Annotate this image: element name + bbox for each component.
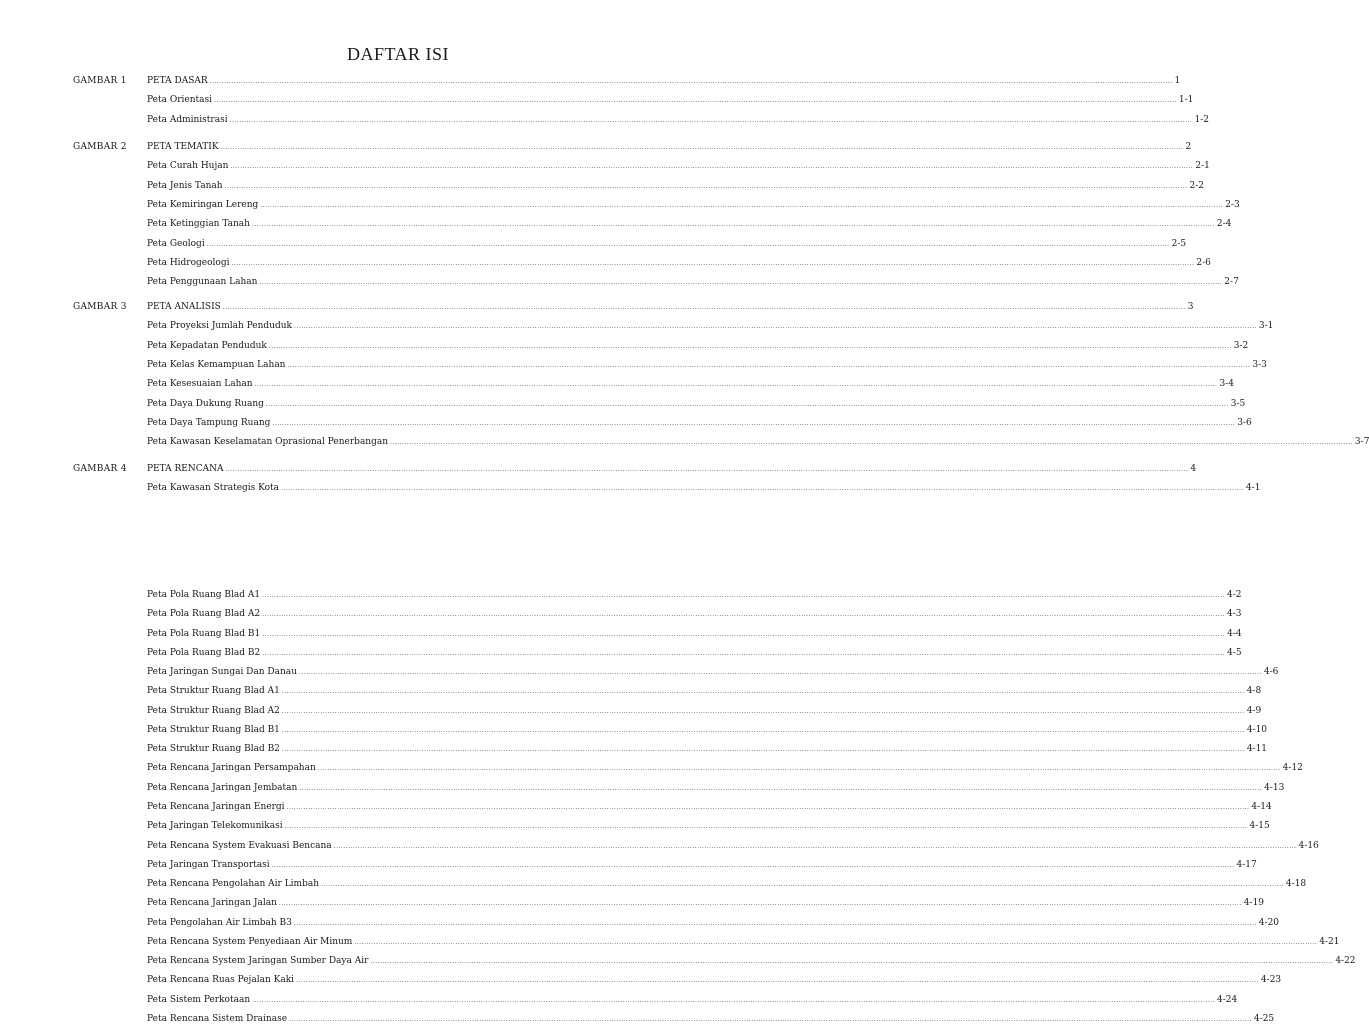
toc-entry (147, 973, 1282, 988)
entry-label: Peta Pola Ruang Blad B2 (147, 648, 261, 658)
toc-entry (147, 858, 1257, 873)
toc-item[interactable] (0, 339, 1249, 353)
toc-entry (147, 358, 1267, 373)
dot-leader: ................................................................................................................................................................................................................................................................................................................................................................................................................ (220, 144, 1184, 151)
page-number: 4-18 (1285, 879, 1307, 889)
figure-code: GAMBAR 4 (73, 464, 127, 474)
dot-leader: ................................................................................................................................................................................................................................................................................................................................................................................................................ (206, 240, 1170, 248)
dot-leader: ................................................................................................................................................................................................................................................................................................................................................................................................................ (299, 785, 1263, 792)
toc-item[interactable] (0, 256, 1211, 270)
toc-entry (147, 646, 1242, 661)
page-number: 3-2 (1233, 340, 1249, 351)
page-number: 4-3 (1227, 609, 1242, 619)
toc-item[interactable] (0, 607, 1242, 621)
entry-label: PETA RENCANA (147, 464, 224, 474)
toc-entry (147, 665, 1279, 680)
entry-label: Peta Administrasi (147, 114, 228, 125)
toc-entry (147, 377, 1234, 392)
toc-entry (147, 954, 1356, 969)
page-number: 2-7 (1224, 277, 1239, 288)
entry-label: Peta Rencana Jaringan Energi (147, 802, 285, 812)
entry-label: PETA TEMATIK (147, 142, 219, 152)
toc-item[interactable] (0, 416, 1252, 430)
dot-leader: ................................................................................................................................................................................................................................................................................................................................................................................................................ (296, 977, 1259, 984)
toc-item[interactable] (0, 858, 1257, 872)
page-number: 4-8 (1246, 686, 1262, 696)
page-number: 4-24 (1217, 995, 1238, 1005)
page-number: 4-17 (1236, 860, 1257, 870)
dot-leader: ................................................................................................................................................................................................................................................................................................................................................................................................................ (317, 765, 1281, 772)
dot-leader: ................................................................................................................................................................................................................................................................................................................................................................................................................ (260, 201, 1224, 209)
toc-item[interactable] (0, 435, 1369, 449)
toc-entry (147, 339, 1249, 354)
toc-item[interactable] (0, 627, 1242, 641)
dot-leader: ................................................................................................................................................................................................................................................................................................................................................................................................................ (262, 592, 1225, 599)
section-heading[interactable] (0, 462, 1197, 476)
page-number: 3-4 (1219, 379, 1234, 390)
toc-item[interactable] (0, 839, 1319, 853)
toc-entry (147, 723, 1268, 738)
dot-leader: ................................................................................................................................................................................................................................................................................................................................................................................................................ (321, 881, 1284, 888)
dot-leader: ................................................................................................................................................................................................................................................................................................................................................................................................................ (271, 862, 1235, 869)
page-number: 4 (1190, 464, 1197, 474)
toc-entry (147, 761, 1303, 776)
dot-leader: ................................................................................................................................................................................................................................................................................................................................................................................................................ (281, 727, 1245, 734)
figure-code: GAMBAR 1 (73, 76, 127, 86)
toc-entry (147, 839, 1319, 854)
entry-label: Peta Pengolahan Air Limbah B3 (147, 918, 292, 928)
page-number: 3-6 (1237, 417, 1252, 428)
dot-leader: ................................................................................................................................................................................................................................................................................................................................................................................................................ (252, 997, 1216, 1004)
page-number: 4-23 (1260, 975, 1282, 985)
toc-entry (147, 256, 1211, 271)
toc-item[interactable] (0, 237, 1187, 251)
entry-label: Peta Pola Ruang Blad B1 (147, 629, 261, 639)
page-number: 4-14 (1251, 802, 1272, 812)
toc-entry (147, 800, 1272, 815)
toc-entry (147, 684, 1262, 699)
page-number: 4-16 (1298, 841, 1319, 851)
entry-label: Peta Rencana Sistem Drainase (147, 1014, 288, 1024)
dot-leader: ................................................................................................................................................................................................................................................................................................................................................................................................................ (294, 323, 1257, 331)
toc-entry (147, 237, 1187, 252)
toc-entry (147, 300, 1194, 315)
entry-label: Peta Rencana System Jaringan Sumber Daya Air (147, 956, 369, 966)
dot-leader: ................................................................................................................................................................................................................................................................................................................................................................................................................ (281, 688, 1245, 695)
dot-leader: ................................................................................................................................................................................................................................................................................................................................................................................................................ (224, 182, 1188, 190)
entry-label: Peta Pola Ruang Blad A1 (147, 590, 261, 600)
page-number: 4-2 (1227, 590, 1242, 600)
toc-item[interactable] (0, 819, 1270, 833)
entry-label: Peta Kawasan Strategis Kota (147, 483, 280, 494)
entry-label: Peta Jaringan Telekomunikasi (147, 821, 283, 831)
dot-leader: ................................................................................................................................................................................................................................................................................................................................................................................................................ (222, 304, 1186, 311)
entry-label: Peta Kepadatan Penduduk (147, 340, 267, 351)
toc-entry (147, 397, 1246, 412)
toc-item[interactable] (0, 665, 1279, 679)
entry-label: Peta Kawasan Keselamatan Oprasional Penerbangan (147, 437, 389, 448)
page-number: 4-12 (1282, 763, 1303, 773)
entry-label: Peta Jaringan Sungai Dan Danau (147, 667, 297, 677)
toc-entry (147, 588, 1242, 603)
entry-label: Peta Rencana Jaringan Jalan (147, 898, 277, 908)
toc-item[interactable] (0, 761, 1303, 775)
entry-label: Peta Rencana Ruas Pejalan Kaki (147, 975, 295, 985)
page-number: 2-5 (1171, 238, 1187, 249)
dot-leader: ................................................................................................................................................................................................................................................................................................................................................................................................................ (231, 259, 1195, 267)
toc-item[interactable] (0, 916, 1280, 930)
dot-leader: ................................................................................................................................................................................................................................................................................................................................................................................................................ (287, 361, 1251, 369)
toc-item[interactable] (0, 896, 1265, 910)
entry-label: Peta Jenis Tanah (147, 180, 223, 191)
dot-leader: ................................................................................................................................................................................................................................................................................................................................................................................................................ (265, 400, 1229, 408)
toc-entry (147, 607, 1242, 622)
entry-label: PETA ANALISIS (147, 302, 221, 312)
toc-entry (147, 819, 1270, 834)
dot-leader: ................................................................................................................................................................................................................................................................................................................................................................................................................ (298, 669, 1262, 676)
page-title: DAFTAR ISI (346, 44, 450, 64)
toc-entry (147, 742, 1268, 757)
toc-item[interactable] (0, 723, 1268, 737)
toc-entry (147, 275, 1239, 290)
page-number: 2 (1185, 142, 1192, 152)
dot-leader: ................................................................................................................................................................................................................................................................................................................................................................................................................ (281, 746, 1245, 753)
entry-label: Peta Rencana System Penyediaan Air Minum (147, 937, 353, 947)
toc-entry (147, 877, 1307, 892)
toc-item[interactable] (0, 198, 1240, 212)
page-number: 4-15 (1249, 821, 1270, 831)
page-number: 2-1 (1195, 161, 1210, 172)
toc-entry (147, 416, 1252, 431)
entry-label: Peta Curah Hujan (147, 161, 229, 172)
entry-label: Peta Kemiringan Lereng (147, 199, 259, 210)
toc-entry (147, 781, 1285, 796)
toc-entry (147, 319, 1274, 334)
dot-leader: ................................................................................................................................................................................................................................................................................................................................................................................................................ (209, 78, 1173, 85)
dot-leader: ................................................................................................................................................................................................................................................................................................................................................................................................................ (230, 163, 1194, 171)
toc-item[interactable] (0, 954, 1356, 968)
page-number: 3-5 (1230, 398, 1246, 409)
entry-label: Peta Daya Tampung Ruang (147, 417, 271, 428)
toc-entry (147, 916, 1280, 931)
page-number: 4-13 (1264, 783, 1285, 793)
page-number: 4-9 (1246, 706, 1262, 716)
toc-item[interactable] (0, 397, 1246, 411)
entry-label: Peta Rencana Jaringan Persampahan (147, 763, 316, 773)
toc-item[interactable] (0, 588, 1242, 602)
page-number: 1 (1174, 76, 1181, 86)
page-number: 2-6 (1196, 257, 1211, 268)
toc-item[interactable] (0, 742, 1268, 756)
section-heading[interactable] (0, 140, 1192, 154)
section-heading[interactable] (0, 74, 1181, 88)
toc-item[interactable] (0, 377, 1234, 391)
toc-entry (147, 140, 1192, 155)
page-number: 4-4 (1227, 629, 1242, 639)
entry-label: Peta Struktur Ruang Blad A2 (147, 706, 280, 716)
entry-label: Peta Orientasi (147, 95, 212, 106)
entry-label: Peta Struktur Ruang Blad B2 (147, 744, 280, 754)
dot-leader: ................................................................................................................................................................................................................................................................................................................................................................................................................ (213, 97, 1177, 105)
entry-label: Peta Jaringan Transportasi (147, 860, 270, 870)
dot-leader: ................................................................................................................................................................................................................................................................................................................................................................................................................ (272, 419, 1236, 427)
page-number: 4-11 (1246, 744, 1268, 754)
dot-leader: ................................................................................................................................................................................................................................................................................................................................................................................................................ (289, 1016, 1252, 1023)
page-number: 4-20 (1258, 918, 1280, 928)
page-number: 4-21 (1319, 937, 1340, 947)
entry-label: Peta Struktur Ruang Blad B1 (147, 725, 280, 735)
dot-leader: ................................................................................................................................................................................................................................................................................................................................................................................................................ (262, 611, 1225, 618)
page-number: 4-22 (1335, 956, 1356, 966)
dot-leader: ................................................................................................................................................................................................................................................................................................................................................................................................................ (278, 900, 1242, 907)
entry-label: Peta Rencana Pengolahan Air Limbah (147, 879, 320, 889)
toc-entry (147, 627, 1242, 642)
figure-code: GAMBAR 2 (73, 142, 127, 152)
toc-entry (147, 462, 1197, 477)
dot-leader: ................................................................................................................................................................................................................................................................................................................................................................................................................ (229, 116, 1193, 124)
section-heading[interactable] (0, 300, 1194, 314)
entry-label: Peta Struktur Ruang Blad A1 (147, 686, 280, 696)
entry-label: Peta Geologi (147, 238, 205, 249)
toc-entry (147, 179, 1204, 194)
toc-item[interactable] (0, 93, 1194, 107)
toc-entry (147, 704, 1262, 719)
dot-leader: ................................................................................................................................................................................................................................................................................................................................................................................................................ (281, 708, 1245, 715)
toc-item[interactable] (0, 358, 1267, 372)
entry-label: Peta Rencana System Evakuasi Bencana (147, 841, 332, 851)
toc-entry (147, 1012, 1275, 1027)
page-number: 3 (1187, 302, 1194, 312)
dot-leader: ................................................................................................................................................................................................................................................................................................................................................................................................................ (259, 279, 1223, 287)
page-number: 3-7 (1354, 437, 1369, 448)
dot-leader: ................................................................................................................................................................................................................................................................................................................................................................................................................ (262, 650, 1226, 657)
page-number: 1-1 (1178, 95, 1194, 106)
toc-entry (147, 935, 1340, 950)
figure-code: GAMBAR 3 (73, 302, 127, 312)
page-number: 3-1 (1258, 321, 1274, 332)
toc-item[interactable] (0, 481, 1261, 495)
entry-label: Peta Sistem Perkotaan (147, 995, 251, 1005)
toc-entry (147, 74, 1181, 89)
toc-entry (147, 896, 1265, 911)
toc-item[interactable] (0, 275, 1239, 289)
toc-item[interactable] (0, 704, 1262, 718)
toc-item[interactable] (0, 935, 1340, 949)
entry-label: Peta Proyeksi Jumlah Penduduk (147, 321, 293, 332)
entry-label: Peta Penggunaan Lahan (147, 277, 258, 288)
toc-entry (147, 159, 1210, 174)
page-number: 4-19 (1243, 898, 1265, 908)
toc-item[interactable] (0, 1012, 1275, 1026)
toc-entry (147, 481, 1261, 496)
toc-item[interactable] (0, 646, 1242, 660)
dot-leader: ................................................................................................................................................................................................................................................................................................................................................................................................................ (354, 939, 1318, 946)
page-number: 4-25 (1253, 1014, 1275, 1024)
page-number: 2-3 (1225, 199, 1240, 210)
dot-leader: ................................................................................................................................................................................................................................................................................................................................................................................................................ (286, 804, 1250, 811)
entry-label: Peta Pola Ruang Blad A2 (147, 609, 261, 619)
dot-leader: ................................................................................................................................................................................................................................................................................................................................................................................................................ (251, 221, 1215, 229)
page-number: 4-10 (1246, 725, 1268, 735)
toc-entry (147, 113, 1209, 128)
toc-item[interactable] (0, 973, 1282, 987)
entry-label: PETA DASAR (147, 76, 208, 86)
toc-item[interactable] (0, 781, 1285, 795)
dot-leader: ................................................................................................................................................................................................................................................................................................................................................................................................................ (370, 958, 1334, 965)
dot-leader: ................................................................................................................................................................................................................................................................................................................................................................................................................ (281, 485, 1244, 493)
dot-leader: ................................................................................................................................................................................................................................................................................................................................................................................................................ (254, 381, 1218, 389)
page-number: 4-1 (1245, 483, 1261, 494)
dot-leader: ................................................................................................................................................................................................................................................................................................................................................................................................................ (262, 631, 1226, 638)
dot-leader: ................................................................................................................................................................................................................................................................................................................................................................................................................ (284, 823, 1248, 830)
page-number: 4-5 (1227, 648, 1242, 658)
entry-label: Peta Kesesuaian Lahan (147, 379, 253, 390)
dot-leader: ................................................................................................................................................................................................................................................................................................................................................................................................................ (390, 439, 1353, 447)
toc-entry (147, 93, 1194, 108)
entry-label: Peta Ketinggian Tanah (147, 219, 250, 230)
entry-label: Peta Rencana Jaringan Jembatan (147, 783, 298, 793)
page-number: 1-2 (1194, 114, 1209, 125)
dot-leader: ................................................................................................................................................................................................................................................................................................................................................................................................................ (225, 466, 1189, 473)
page-number: 2-4 (1216, 219, 1232, 230)
toc-item[interactable] (0, 319, 1274, 333)
toc-item[interactable] (0, 877, 1307, 891)
toc-entry (147, 217, 1232, 232)
page-number: 4-6 (1263, 667, 1279, 677)
page-number: 3-3 (1252, 359, 1267, 370)
toc-item[interactable] (0, 179, 1204, 193)
toc-entry (147, 993, 1238, 1008)
toc-item[interactable] (0, 993, 1238, 1007)
toc-item[interactable] (0, 217, 1232, 231)
entry-label: Peta Daya Dukung Ruang (147, 398, 264, 409)
entry-label: Peta Hidrogeologi (147, 257, 230, 268)
toc-item[interactable] (0, 113, 1209, 127)
toc-item[interactable] (0, 684, 1262, 698)
toc-entry (147, 198, 1240, 213)
toc-item[interactable] (0, 159, 1210, 173)
dot-leader: ................................................................................................................................................................................................................................................................................................................................................................................................................ (268, 342, 1232, 350)
entry-label: Peta Kelas Kemampuan Lahan (147, 359, 286, 370)
dot-leader: ................................................................................................................................................................................................................................................................................................................................................................................................................ (333, 843, 1297, 850)
toc-item[interactable] (0, 800, 1272, 814)
toc-entry (147, 435, 1369, 450)
page-number: 2-2 (1189, 180, 1204, 191)
dot-leader: ................................................................................................................................................................................................................................................................................................................................................................................................................ (293, 920, 1257, 927)
